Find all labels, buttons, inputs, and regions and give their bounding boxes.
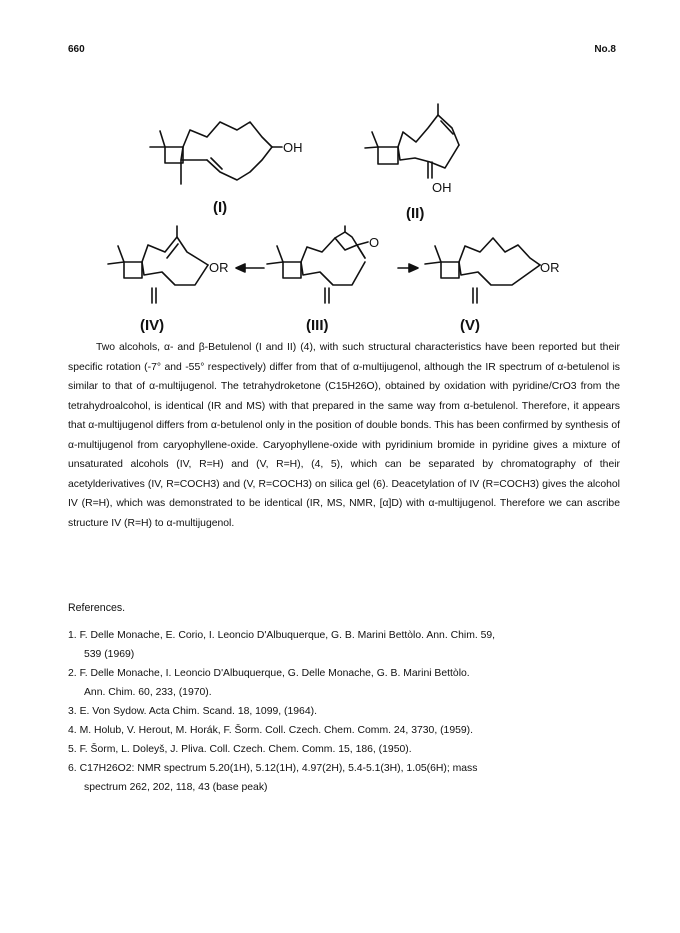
reference-text: F. Delle Monache, E. Corio, I. Leoncio D'Albuquerque, G. B. Marini Bettòlo. Ann. Chim. 59, [79,630,496,641]
oh-group-I: OH [283,140,303,155]
structure-IV [108,226,229,334]
structure-V [425,238,560,334]
structure-II [365,104,459,222]
reference-num: 1. [68,630,77,641]
reference-num: 3. [68,706,77,717]
reference-text: F. Šorm, L. Doleyš, J. Pliva. Coll. Czech. Chem. Comm. 15, 186, (1950). [79,744,412,755]
reference-text: M. Holub, V. Herout, M. Horák, F. Šorm. Coll. Czech. Chem. Comm. 24, 3730, (1959). [79,725,474,736]
oh-group-II: OH [432,180,452,195]
issue-number: No.8 [594,44,616,55]
reference-text: E. Von Sydow. Acta Chim. Scand. 18, 1099, (1964). [79,706,317,717]
page-number: 660 [68,44,85,55]
reference-item [68,702,628,721]
reference-item [68,740,628,759]
reference-text: C17H26O2: NMR spectrum 5.20(1H), 5.12(1H), 4.97(2H), 5.4-5.1(3H), 1.05(6H); mass [79,763,478,774]
body-paragraph: Two alcohols, α- and β-Betulenol (I and II) (4), with such structural characteristics have been reported but their specific rotation (-7° and -55° respectively) differ from that of α-multijugenol, although the IR spectrum of α-betulenol is similar to that of α-multijugenol. The tetrahydroketone (C15H26O), obtained by oxidation with pyridine/CrO3 from the tetrahydroalcohol, is identical (IR and MS) with that prepared in the same way from α-betulenol. Therefore, it appears that α-multijugenol differs from α-betulenol only in the position of double bonds. This has been confirmed by synthesis of α-multijugenol from caryophyllene-oxide. Caryophyllene-oxide with pyridinium bromide in pyridine gives a mixture of unsaturated alcohols (IV, R=H) and (V, R=H), (4, 5), which can be separated by chromatography of their acetylderivatives (IV, R=COCH3) and (V, R=COCH3) on silica gel (6). Deacetylation of IV (R=COCH3) gives the alcohol IV (R=H), which was demonstrated to be identical (IR, MS, NMR, [α]D) with α-multijugenol. Therefore we can ascribe structure IV (R=H) to α-multijugenol. [68,342,620,529]
label-V: (V) [460,317,480,334]
structure-figure [0,0,680,340]
or-group-V: OR [540,260,560,275]
reference-num: 4. [68,725,77,736]
reference-text-cont: spectrum 262, 202, 118, 43 (base peak) [84,782,268,793]
structure-III [267,226,379,334]
reference-num: 6. [68,763,77,774]
references-list [68,626,628,797]
or-group-IV: OR [209,260,229,275]
reference-item [68,626,628,664]
main-paragraph [68,338,620,533]
label-IV: (IV) [140,317,165,334]
reference-num: 2. [68,668,77,679]
arrow-left [236,264,264,272]
reference-text-cont: Ann. Chim. 60, 233, (1970). [84,687,212,698]
reference-num: 5. [68,744,77,755]
reference-text-cont: 539 (1969) [84,649,135,660]
reference-item [68,664,628,702]
references-title: References. [68,602,126,614]
epoxide-o-III: O [369,235,380,250]
arrow-right [398,264,418,272]
reference-text: F. Delle Monache, I. Leoncio D'Albuquerque, G. Delle Monache, G. B. Marini Bettòlo. [79,668,470,679]
reference-item [68,721,628,740]
label-II: (II) [406,205,425,222]
label-III: (III) [306,317,329,334]
label-I: (I) [213,199,228,216]
structure-I [150,122,303,216]
reference-item [68,759,628,797]
